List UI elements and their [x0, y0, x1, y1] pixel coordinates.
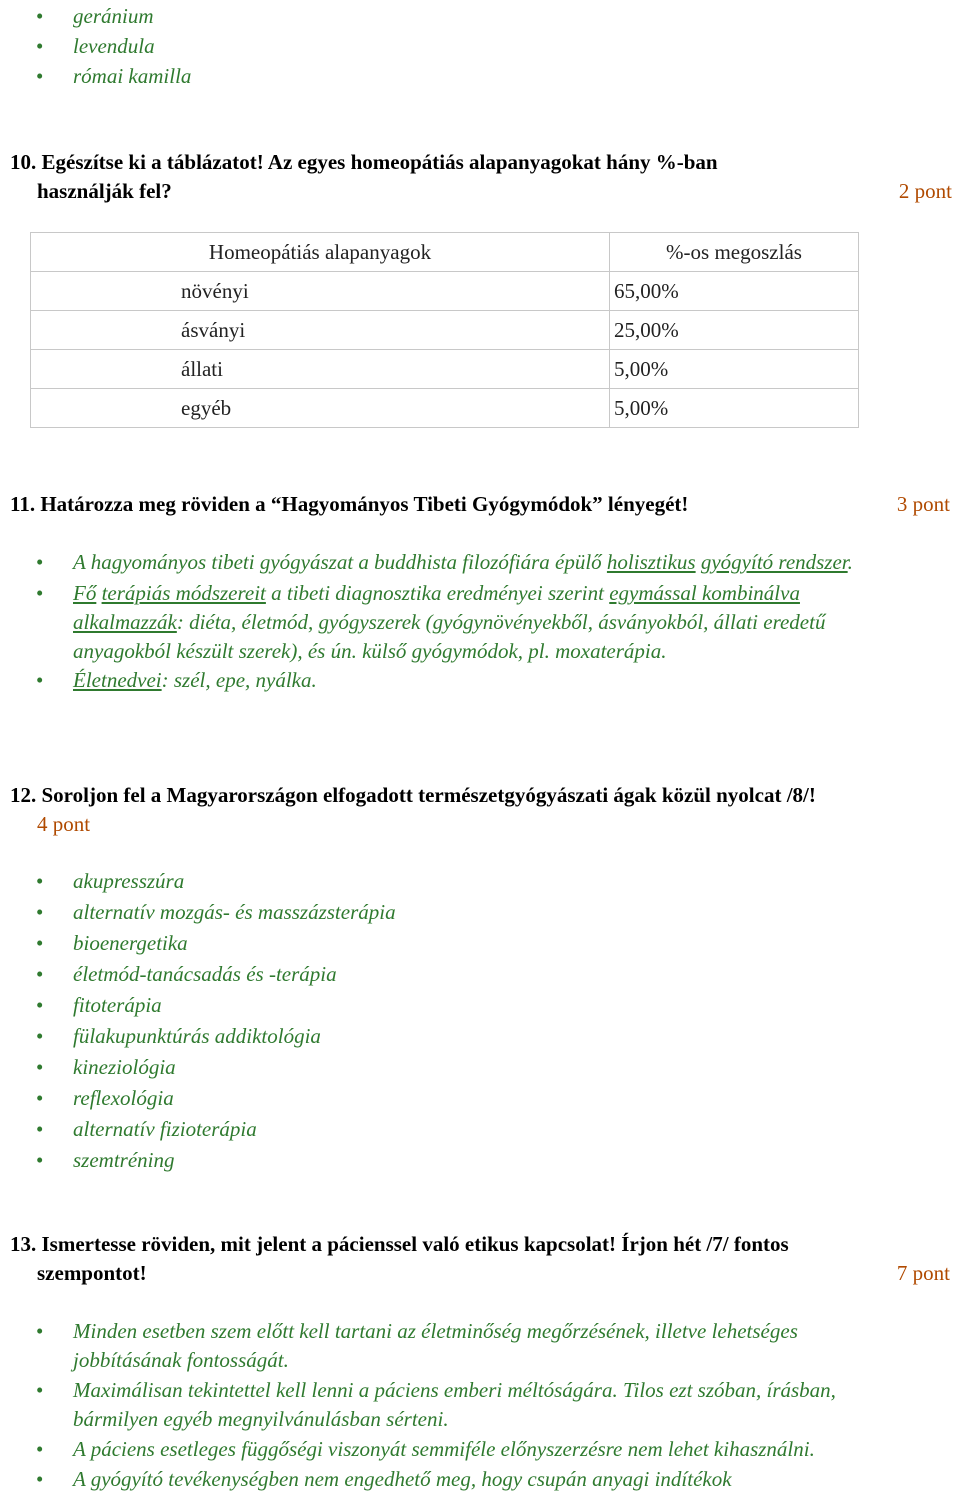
answer-text: : diéta, életmód, gyógyszerek (gyógynövényekből, ásványokból, állati eredetű anyagokból készült szerek), és ún. külső gyógymódok, pl. moxaterápia. — [73, 610, 826, 663]
answer-underlined: holisztikus — [606, 550, 696, 574]
list-item — [0, 548, 900, 577]
list-item — [0, 959, 396, 990]
q12-answer-list — [0, 866, 396, 1176]
bullet-icon: • — [36, 1024, 44, 1048]
list-item-text: Maximálisan tekintettel kell lenni a páciens emberi méltóságára. Tilos ezt szóban, írásban, bármilyen egyéb megnyilvánulásban sérteni. — [73, 1378, 836, 1431]
table-header-row — [31, 233, 859, 272]
question-13-line1: 13. Ismertesse röviden, mit jelent a pácienssel való etikus kapcsolat! Írjon hét /7/ fontos — [10, 1232, 789, 1256]
answer-text: . — [847, 550, 853, 574]
answer-underlined: Fő — [73, 581, 97, 605]
table-row — [31, 311, 859, 350]
list-item — [0, 61, 191, 91]
list-item-text: fitoterápia — [73, 993, 162, 1017]
bullet-icon: • — [36, 1086, 44, 1110]
homeopathy-table — [30, 232, 859, 428]
list-item-text: geránium — [73, 4, 154, 28]
list-item — [0, 928, 396, 959]
table-cell-value: 5,00% — [610, 389, 859, 428]
table-header-cell: %-os megoszlás — [610, 233, 859, 272]
bullet-icon: • — [36, 962, 44, 986]
list-item-text: római kamilla — [73, 64, 192, 88]
answer-text: A hagyományos tibeti gyógyászat a buddhista filozófiára épülő — [73, 550, 607, 574]
list-item-text: alternatív fizioterápia — [73, 1117, 257, 1141]
bullet-icon: • — [36, 1148, 44, 1172]
question-13-line2-row — [10, 1259, 950, 1288]
list-item-text: akupresszúra — [73, 869, 185, 893]
list-item-text: alternatív mozgás- és masszázsterápia — [73, 900, 396, 924]
table-cell-value: 65,00% — [610, 272, 859, 311]
question-12-text: 12. Soroljon fel a Magyarországon elfogadott természetgyógyászati ágak közül nyolcat /8/! — [10, 783, 816, 807]
table-row — [31, 389, 859, 428]
question-13-points: 7 pont — [896, 1261, 950, 1285]
table-cell-value: 25,00% — [610, 311, 859, 350]
list-item-text: életmód-tanácsadás és -terápia — [73, 962, 337, 986]
list-item — [0, 1052, 396, 1083]
bullet-icon: • — [36, 1117, 44, 1141]
answer-underlined: egymással kombinálva alkalmazzák — [73, 581, 800, 634]
question-13-line2: szempontot! — [37, 1261, 147, 1285]
question-11 — [10, 490, 950, 519]
list-item — [0, 1021, 396, 1052]
question-11-points: 3 pont — [896, 492, 950, 516]
list-item — [0, 1376, 900, 1434]
bullet-icon: • — [36, 668, 44, 692]
list-item — [0, 579, 900, 666]
bullet-icon: • — [36, 64, 44, 88]
list-item — [0, 1317, 900, 1375]
question-13 — [10, 1230, 950, 1288]
list-item-text: kineziológia — [73, 1055, 176, 1079]
table-cell-name: növényi — [31, 272, 610, 311]
answer-underlined: Életnedvei — [73, 668, 162, 692]
answer-text: a tibeti diagnosztika eredményei szerint — [265, 581, 610, 605]
list-item-text: szemtréning — [73, 1148, 175, 1172]
list-item — [0, 1465, 900, 1494]
bullet-icon: • — [36, 993, 44, 1017]
table-row — [31, 350, 859, 389]
list-item-text: fülakupunktúrás addiktológia — [73, 1024, 321, 1048]
list-item — [0, 1114, 396, 1145]
q13-answer-list — [0, 1317, 900, 1494]
question-10-line2-row — [10, 177, 950, 206]
table-row — [31, 272, 859, 311]
answer-underlined: gyógyító rendszer — [700, 550, 848, 574]
bullet-icon: • — [36, 900, 44, 924]
bullet-icon: • — [36, 1319, 44, 1343]
list-item-text: levendula — [73, 34, 155, 58]
bullet-icon: • — [36, 869, 44, 893]
bullet-icon: • — [36, 34, 44, 58]
answer-underlined: terápiás módszereit — [101, 581, 266, 605]
answer-text: : szél, epe, nyálka. — [161, 668, 317, 692]
table-header-cell: Homeopátiás alapanyagok — [31, 233, 610, 272]
question-12 — [10, 781, 955, 839]
question-12-points: 4 pont — [37, 812, 91, 836]
list-item — [0, 1435, 900, 1464]
list-item-text: bioenergetika — [73, 931, 188, 955]
bullet-icon: • — [36, 931, 44, 955]
bullet-icon: • — [36, 550, 44, 574]
list-item-text: Minden esetben szem előtt kell tartani az életminőség megőrzésének, illetve lehetséges jobbításának fontosságát. — [73, 1319, 798, 1372]
list-item — [0, 990, 396, 1021]
bullet-icon: • — [36, 1055, 44, 1079]
question-10-points: 2 pont — [898, 179, 952, 203]
question-11-text: 11. Határozza meg röviden a “Hagyományos Tibeti Gyógymódok” lényegét! — [10, 492, 689, 516]
question-10-line1: 10. Egészítse ki a táblázatot! Az egyes homeopátiás alapanyagokat hány %-ban — [10, 150, 718, 174]
list-item — [0, 31, 191, 61]
q11-answer-list — [0, 548, 900, 695]
bullet-icon: • — [36, 1437, 44, 1461]
herb-list — [0, 1, 191, 91]
question-10-line2: használják fel? — [37, 179, 172, 203]
list-item — [0, 1145, 396, 1176]
list-item — [0, 666, 900, 695]
list-item-text: A páciens esetleges függőségi viszonyát semmiféle előnyszerzésre nem lehet kihasználni. — [73, 1437, 815, 1461]
table-cell-value: 5,00% — [610, 350, 859, 389]
bullet-icon: • — [36, 4, 44, 28]
table-cell-name: egyéb — [31, 389, 610, 428]
list-item — [0, 866, 396, 897]
list-item — [0, 1083, 396, 1114]
list-item-text: reflexológia — [73, 1086, 174, 1110]
list-item-text: A gyógyító tevékenységben nem engedhető meg, hogy csupán anyagi indítékok — [73, 1467, 732, 1491]
table-cell-name: ásványi — [31, 311, 610, 350]
bullet-icon: • — [36, 581, 44, 605]
bullet-icon: • — [36, 1467, 44, 1491]
list-item — [0, 897, 396, 928]
question-10 — [10, 148, 950, 206]
table-cell-name: állati — [31, 350, 610, 389]
list-item — [0, 1, 191, 31]
bullet-icon: • — [36, 1378, 44, 1402]
